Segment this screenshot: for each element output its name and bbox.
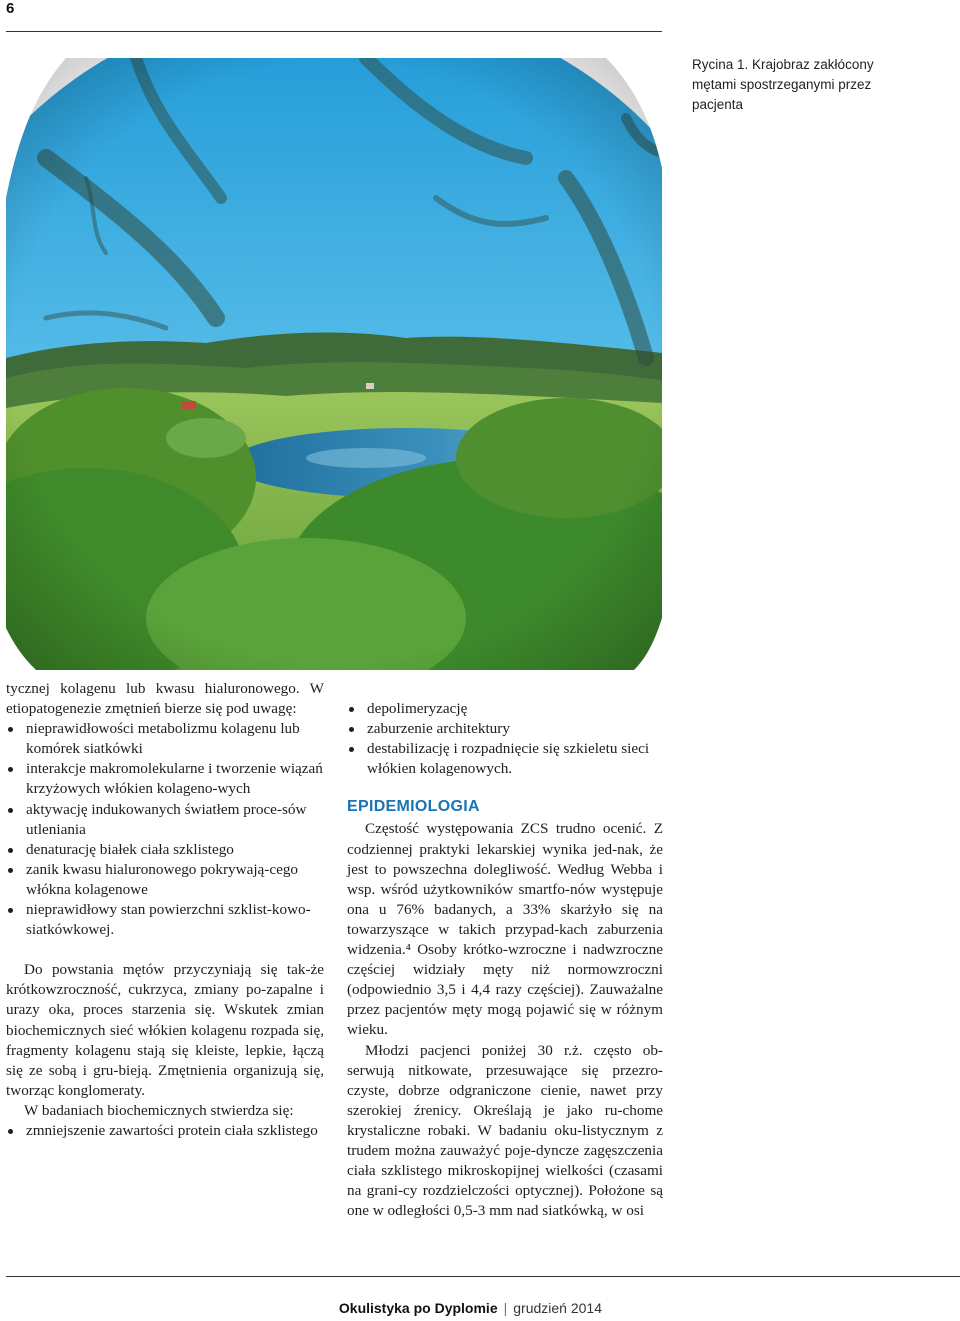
list-item: denaturację białek ciała szklistego (6, 840, 324, 860)
bottom-divider (6, 1276, 960, 1277)
list-item: zaburzenie architektury (347, 719, 663, 739)
left-column (6, 679, 324, 1141)
list-item: destabilizację i rozpadnięcie się szkieletu sieci włókien kolagenowych. (347, 739, 663, 779)
right-column (347, 699, 663, 1221)
list-item: aktywację indukowanych światłem proce-sów utleniania (6, 800, 324, 840)
figure-image (6, 58, 662, 670)
left-paragraph-2: W badaniach biochemicznych stwierdza się: (24, 1101, 294, 1119)
issue-date: grudzień 2014 (513, 1300, 602, 1316)
journal-name: Okulistyka po Dyplomie (338, 1300, 498, 1316)
causes-list (6, 719, 324, 940)
list-item: nieprawidłowy stan powierzchni szklist-kowo-siatkówkowej. (6, 900, 324, 940)
list-item: zanik kwasu hialuronowego pokrywają-cego włókna kolagenowe (6, 860, 324, 900)
footer (339, 1300, 602, 1316)
list-item: zmniejszenie zawartości protein ciała szklistego (6, 1121, 324, 1141)
findings-list-continued (347, 699, 663, 779)
footer-separator: | (503, 1300, 508, 1316)
left-paragraph-1: Do powstania mętów przyczyniają się tak-że krótkowzroczność, cukrzyca, zmiany po-zapalne i urazy oka, proces starzenia się. Wskutek zmian biochemicznych sieć włókien kolagenu rozpada się, fragmenty kolagenu stają się kleiste, lepkie, łączą się ze sobą i gru-bieją. Zmętnienia organizują się, tworząc konglomeraty. (6, 961, 324, 1099)
top-divider (6, 31, 662, 32)
section-heading: EPIDEMIOLOGIA (347, 798, 480, 816)
page-number: 6 (6, 0, 15, 17)
right-paragraph-1: Częstość występowania ZCS trudno ocenić. Z codziennej praktyki lekarskiej wynika jed-nak, że jest to powszechna dolegliwość. Według Webba i wsp. wśród użytkowników smartfo-nów występuje ona u 76% badanych, a 33% skarżyło się na towarzyszące w takich przypad-kach zaburzenia widzenia.⁴ Osoby krótko-wzroczne i nadwzroczne częściej widziały męty niż normowzroczni (odpowiednio 3,5 i 4,4 razy częściej). Zauważalne przez pacjentów męty mogą pojawić się w różnym wieku. (347, 820, 663, 1039)
findings-list (6, 1121, 324, 1141)
figure-caption: Rycina 1. Krajobraz zakłócony mętami spostrzeganymi przez pacjenta (692, 57, 874, 112)
list-item: interakcje makromolekularne i tworzenie wiązań krzyżowych włókien kolageno-wych (6, 759, 324, 799)
list-item: nieprawidłowości metabolizmu kolagenu lub komórek siatkówki (6, 719, 324, 759)
left-intro: tycznej kolagenu lub kwasu hialuronowego. W etiopatogenezie zmętnień bierze się pod uwagę: (6, 680, 324, 718)
list-item: depolimeryzację (347, 699, 663, 719)
right-paragraph-2: Młodzi pacjenci poniżej 30 r.ż. często ob-serwują nitkowate, przesuwające się przezro-czyste, dobrze odgraniczone cienie, nawet przy szerokiej źrenicy. Określają je jako ru-chome krystaliczne robaki. W badaniu oku-listycznym z trudem można zauważyć poje-dyncze zagęszczenia ciała szklistego mikroskopijnej wielkości (czasami na grani-cy rozdzielczości optycznej). Położone są one w odległości 0,5-3 mm nad siatkówką, w osi (347, 1041, 663, 1220)
